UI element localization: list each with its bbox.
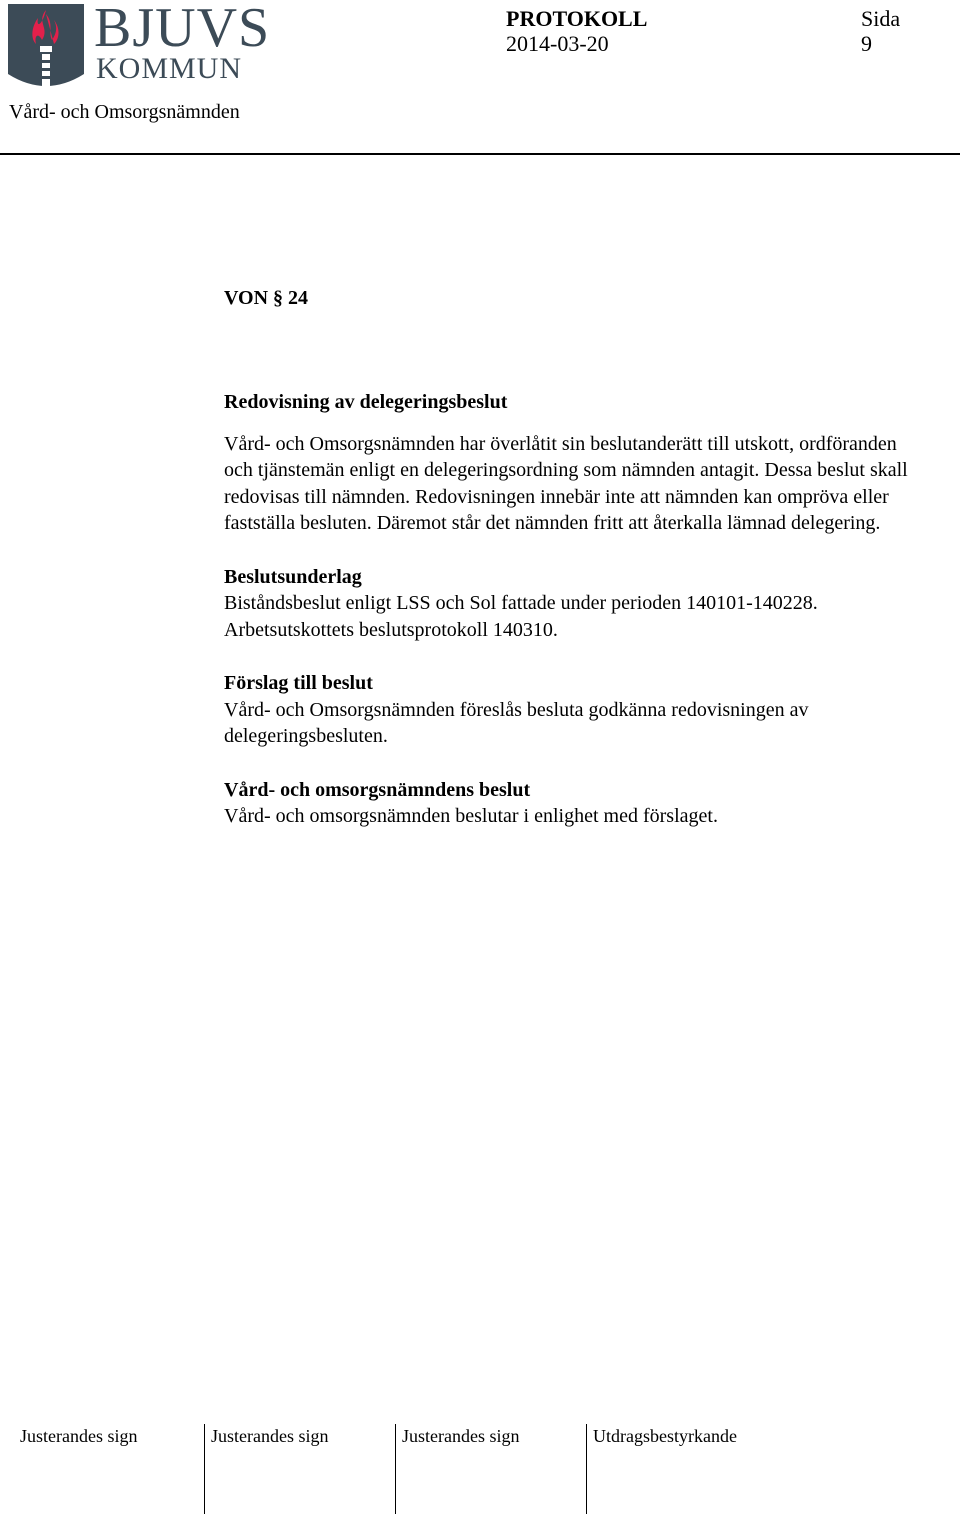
- page-label: Sida: [861, 6, 901, 31]
- signature-label: Justerandes sign: [402, 1426, 520, 1446]
- protocol-body: [224, 285, 924, 857]
- signature-label: Utdragsbestyrkande: [593, 1426, 737, 1446]
- section-proposal: [224, 670, 924, 750]
- signature-label: Justerandes sign: [211, 1426, 329, 1446]
- intro-paragraph: Vård- och Omsorgsnämnden har överlåtit sin beslutanderätt till utskott, ordföranden och tjänstemän enligt en delegeringsordning som nämnden antagit. Dessa beslut skall redovisas till nämnden. Redovisningen innebär inte att nämnden kan ompröva eller fastställa besluten. Däremot står det nämnden fritt att återkalla lämnad delegering.: [224, 432, 908, 534]
- logo-wordmark-bottom: KOMMUN: [96, 52, 243, 85]
- document-type: PROTOKOLL: [506, 6, 648, 31]
- item-title: Redovisning av delegeringsbeslut: [224, 391, 508, 413]
- header-divider: [0, 153, 960, 155]
- section-line: Vård- och omsorgsnämnden beslutar i enlighet med förslaget.: [224, 805, 718, 827]
- committee-name: Vård- och Omsorgsnämnden: [9, 101, 240, 123]
- municipality-logo: [6, 0, 271, 98]
- section-decision: [224, 777, 924, 830]
- section-line: Biståndsbeslut enligt LSS och Sol fattade under perioden 140101-140228.: [224, 592, 818, 614]
- section-decision-basis: [224, 564, 924, 644]
- signature-label: Justerandes sign: [20, 1426, 138, 1446]
- section-heading: Vård- och omsorgsnämndens beslut: [224, 778, 531, 801]
- paragraph-id: VON § 24: [224, 287, 309, 309]
- signature-box: [203, 1424, 393, 1514]
- section-line: Vård- och Omsorgsnämnden föreslås besluta godkänna redovisningen av delegeringsbesluten.: [224, 698, 809, 747]
- signature-box: [394, 1424, 584, 1514]
- signature-box: [12, 1424, 202, 1514]
- page-number: 9: [861, 31, 872, 56]
- torch-shield-icon: [6, 2, 86, 96]
- signature-box: [585, 1424, 785, 1514]
- section-heading: Förslag till beslut: [224, 672, 373, 694]
- logo-wordmark-top: BJUVS: [94, 0, 271, 59]
- document-date: 2014-03-20: [506, 31, 609, 56]
- section-line: Arbetsutskottets beslutsprotokoll 140310.: [224, 618, 558, 641]
- signature-row: [0, 1424, 960, 1514]
- section-heading: Beslutsunderlag: [224, 565, 362, 588]
